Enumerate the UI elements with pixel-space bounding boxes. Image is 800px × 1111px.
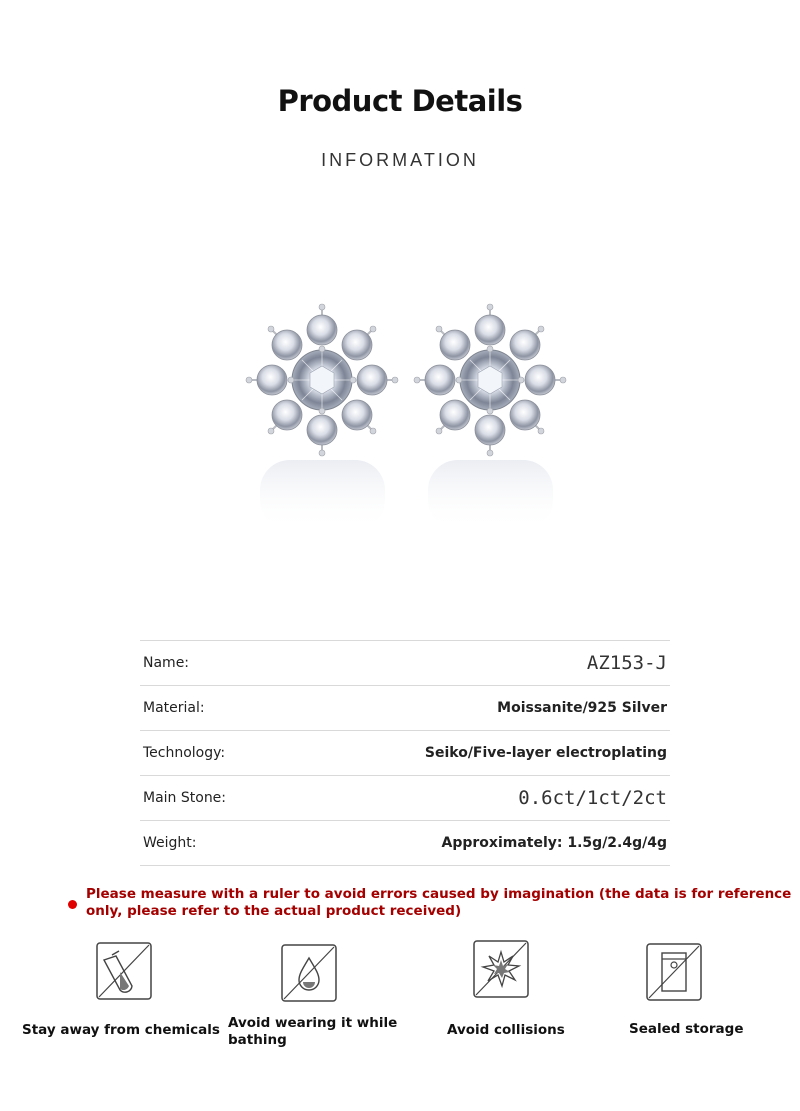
spec-value: Approximately: 1.5g/2.4g/4g [441,835,667,851]
care-label: Avoid collisions [447,1022,565,1038]
spec-value: AZ153-J [586,652,667,674]
no-bathing-icon [281,944,337,1002]
spec-value: 0.6ct/1ct/2ct [518,787,667,809]
spec-label: Main Stone: [143,790,227,806]
no-chemicals-icon [96,942,152,1000]
spec-table [140,640,670,866]
spec-value: Seiko/Five-layer electroplating [424,745,667,761]
no-collision-icon [473,940,529,998]
spec-row-weight [140,820,670,866]
care-label: Stay away from chemicals [22,1022,220,1038]
spec-label: Material: [143,700,205,716]
page-title: Product Details [277,84,523,118]
spec-row-technology [140,730,670,775]
product-image [230,290,580,540]
spec-value: Moissanite/925 Silver [497,700,667,716]
red-dot-icon [68,900,77,909]
spec-label: Weight: [143,835,197,851]
spec-row-name [140,640,670,685]
note-text: Please measure with a ruler to avoid errors caused by imagination (the data is for reference only, please refer to the actual product received) [86,886,792,919]
measurement-note [68,886,793,920]
spec-label: Name: [143,655,190,671]
spec-label: Technology: [143,745,226,761]
care-label: Sealed storage [629,1021,744,1037]
page-subtitle: INFORMATION [321,150,479,170]
care-label: Avoid wearing it while bathing [228,1015,398,1048]
spec-row-material [140,685,670,730]
spec-row-main-stone [140,775,670,820]
sealed-storage-icon [646,943,702,1001]
